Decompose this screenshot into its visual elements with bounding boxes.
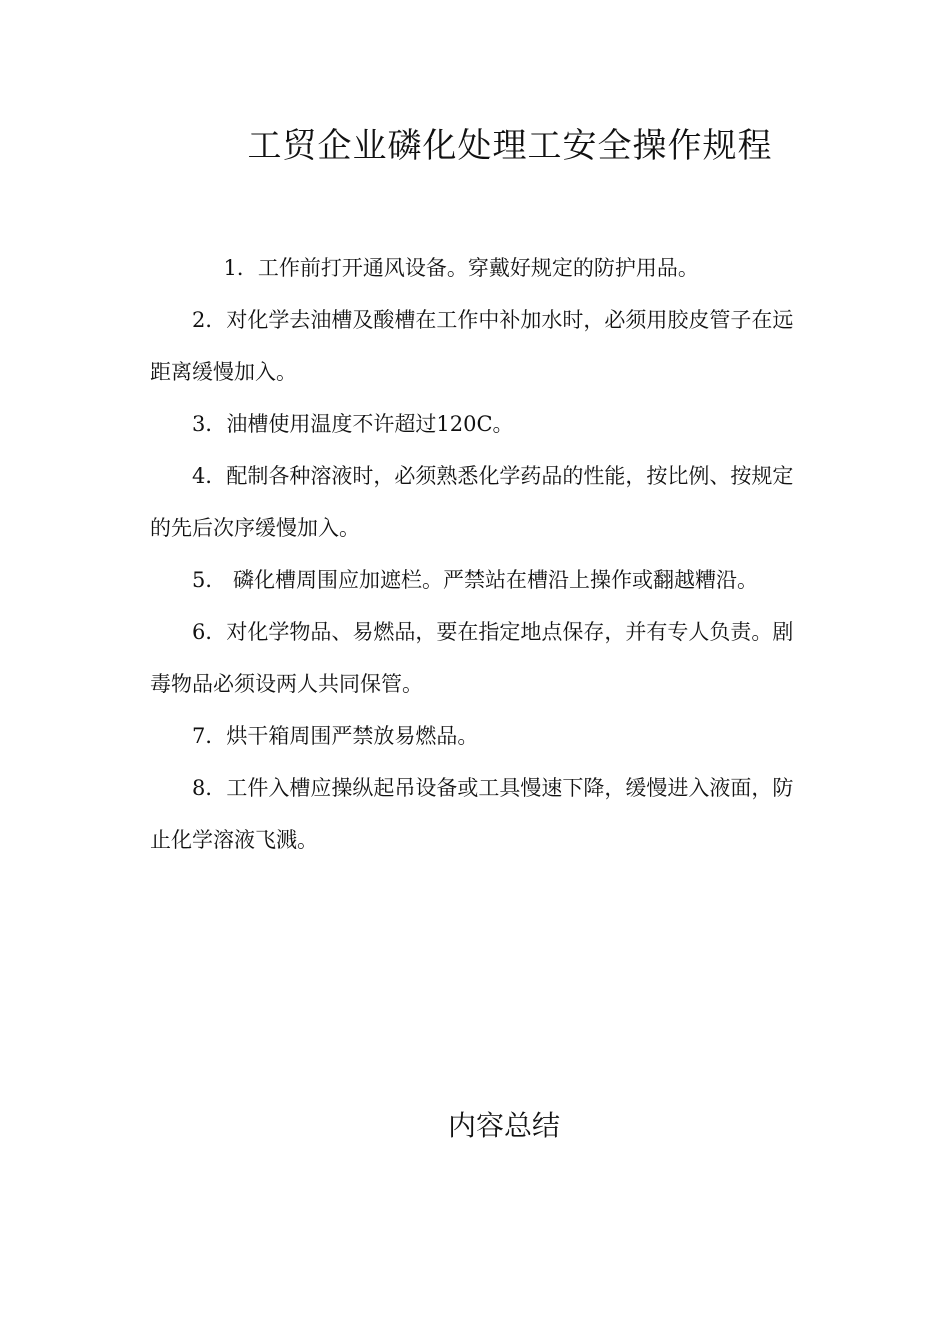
paragraph-8: 8．工件入槽应操纵起吊设备或工具慢速下降，缓慢进入液面，防止化学溶液飞溅。 bbox=[150, 776, 794, 852]
paragraph-5: 5． 磷化槽周围应加遮栏。严禁站在槽沿上操作或翻越糟沿。 bbox=[192, 568, 759, 592]
paragraph-3: 3．油槽使用温度不许超过120C。 bbox=[192, 412, 514, 436]
paragraph-7: 7．烘干箱周围严禁放易燃品。 bbox=[192, 724, 479, 748]
paragraph-2: 2．对化学去油槽及酸槽在工作中补加水时，必须用胶皮管子在远距离缓慢加入。 bbox=[150, 308, 794, 384]
paragraph-6: 6．对化学物品、易燃品，要在指定地点保存，并有专人负责。剧毒物品必须设两人共同保管。 bbox=[150, 620, 794, 696]
paragraph-4: 4．配制各种溶液时，必须熟悉化学药品的性能，按比例、按规定的先后次序缓慢加入。 bbox=[150, 464, 794, 540]
document-body bbox=[150, 242, 795, 866]
document-title: 工贸企业磷化处理工安全操作规程 bbox=[247, 126, 773, 166]
paragraph-1: 1．工作前打开通风设备。穿戴好规定的防护用品。 bbox=[223, 256, 699, 280]
summary-heading: 内容总结 bbox=[448, 1109, 561, 1142]
